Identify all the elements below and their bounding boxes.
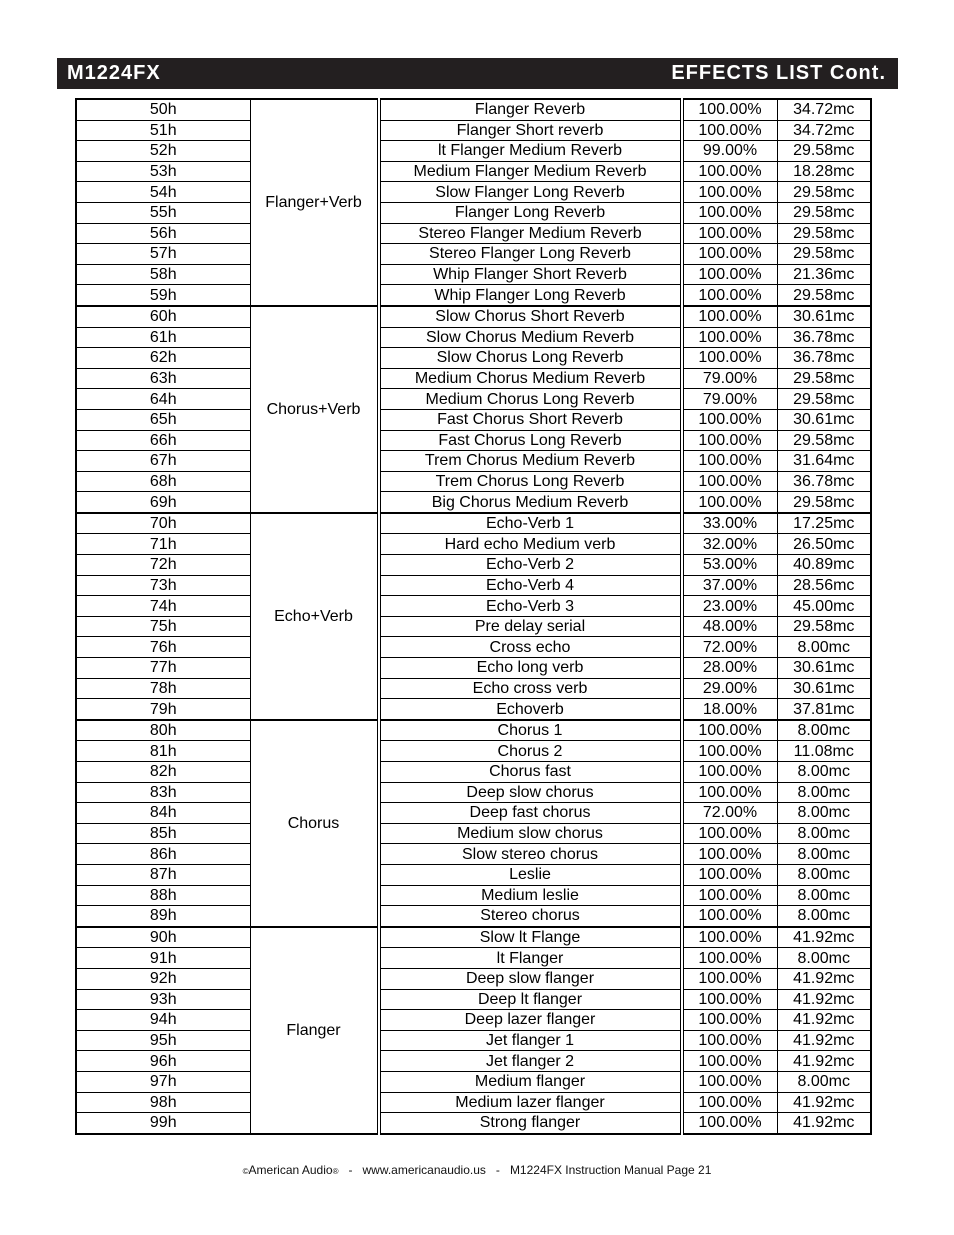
effect-name-cell: Medium Chorus Medium Reverb [380, 368, 680, 389]
effect-mc-cell: 29.58mc [777, 141, 871, 162]
effect-percent-cell: 100.00% [683, 471, 777, 492]
effect-name-cell: Deep slow chorus [380, 782, 680, 803]
effect-mc-cell: 29.58mc [777, 389, 871, 410]
table-row [76, 1010, 871, 1031]
effect-mc-cell: 29.58mc [777, 244, 871, 265]
effect-code-cell: 89h [76, 906, 250, 927]
effect-mc-cell: 36.78mc [777, 327, 871, 348]
effect-mc-cell: 30.61mc [777, 678, 871, 699]
effect-percent-cell: 79.00% [683, 368, 777, 389]
effect-name-cell: Stereo Flanger Medium Reverb [380, 223, 680, 244]
effect-percent-cell: 48.00% [683, 616, 777, 637]
effect-code-cell: 61h [76, 327, 250, 348]
effect-name-cell: Slow Flanger Long Reverb [380, 182, 680, 203]
effect-percent-cell: 100.00% [683, 348, 777, 369]
effect-code-cell: 66h [76, 430, 250, 451]
effect-name-cell: Echo-Verb 3 [380, 596, 680, 617]
table-row [76, 596, 871, 617]
effect-code-cell: 93h [76, 989, 250, 1010]
effect-code-cell: 77h [76, 658, 250, 679]
effect-percent-cell: 100.00% [683, 430, 777, 451]
effect-percent-cell: 100.00% [683, 161, 777, 182]
table-row [76, 1113, 871, 1134]
effect-name-cell: Strong flanger [380, 1113, 680, 1134]
effect-percent-cell: 100.00% [683, 823, 777, 844]
effect-mc-cell: 29.58mc [777, 368, 871, 389]
page-footer [0, 1163, 954, 1177]
effect-mc-cell: 8.00mc [777, 720, 871, 741]
effect-code-cell: 80h [76, 720, 250, 741]
effect-code-cell: 57h [76, 244, 250, 265]
effect-percent-cell: 100.00% [683, 1113, 777, 1134]
effect-mc-cell: 18.28mc [777, 161, 871, 182]
effect-group-cell: Flanger [250, 927, 377, 1134]
effect-code-cell: 51h [76, 120, 250, 141]
table-row [76, 968, 871, 989]
table-row [76, 575, 871, 596]
effect-name-cell: Pre delay serial [380, 616, 680, 637]
footer-brand: American Audio [248, 1163, 333, 1177]
effect-name-cell: lt Flanger [380, 948, 680, 969]
effect-name-cell: Medium flanger [380, 1071, 680, 1092]
effect-code-cell: 90h [76, 927, 250, 948]
effect-mc-cell: 8.00mc [777, 864, 871, 885]
effect-group-cell: Flanger+Verb [250, 99, 377, 306]
effect-name-cell: Medium lazer flanger [380, 1092, 680, 1113]
model-title: M1224FX [67, 62, 161, 84]
effect-mc-cell: 8.00mc [777, 948, 871, 969]
effect-name-cell: Medium slow chorus [380, 823, 680, 844]
effect-name-cell: Echo long verb [380, 658, 680, 679]
effect-percent-cell: 53.00% [683, 555, 777, 576]
effect-name-cell: Whip Flanger Short Reverb [380, 264, 680, 285]
table-row [76, 492, 871, 513]
effect-mc-cell: 41.92mc [777, 1113, 871, 1134]
effect-code-cell: 76h [76, 637, 250, 658]
effect-name-cell: Jet flanger 2 [380, 1051, 680, 1072]
table-row [76, 1092, 871, 1113]
effect-code-cell: 85h [76, 823, 250, 844]
effect-code-cell: 58h [76, 264, 250, 285]
effect-mc-cell: 28.56mc [777, 575, 871, 596]
effect-name-cell: Echo-Verb 1 [380, 513, 680, 534]
effect-code-cell: 72h [76, 555, 250, 576]
effect-percent-cell: 100.00% [683, 327, 777, 348]
effect-code-cell: 55h [76, 202, 250, 223]
effect-percent-cell: 100.00% [683, 948, 777, 969]
effect-percent-cell: 100.00% [683, 492, 777, 513]
effect-code-cell: 97h [76, 1071, 250, 1092]
effect-group-cell: Chorus+Verb [250, 306, 377, 513]
effect-mc-cell: 45.00mc [777, 596, 871, 617]
effect-mc-cell: 36.78mc [777, 348, 871, 369]
effect-code-cell: 71h [76, 534, 250, 555]
effect-percent-cell: 100.00% [683, 451, 777, 472]
table-row [76, 782, 871, 803]
effect-mc-cell: 41.92mc [777, 989, 871, 1010]
effect-group-cell: Echo+Verb [250, 513, 377, 720]
effect-code-cell: 78h [76, 678, 250, 699]
section-title: EFFECTS LIST Cont. [671, 62, 886, 84]
effect-percent-cell: 72.00% [683, 637, 777, 658]
table-row [76, 1071, 871, 1092]
effect-percent-cell: 100.00% [683, 1051, 777, 1072]
effect-percent-cell: 100.00% [683, 927, 777, 948]
effect-name-cell: Medium Flanger Medium Reverb [380, 161, 680, 182]
table-row [76, 906, 871, 927]
effect-mc-cell: 8.00mc [777, 637, 871, 658]
effect-code-cell: 52h [76, 141, 250, 162]
effect-percent-cell: 99.00% [683, 141, 777, 162]
table-row [76, 823, 871, 844]
footer-manual-page: M1224FX Instruction Manual Page 21 [509, 1163, 712, 1177]
effect-code-cell: 83h [76, 782, 250, 803]
table-row [76, 1030, 871, 1051]
table-row [76, 182, 871, 203]
effect-mc-cell: 41.92mc [777, 968, 871, 989]
effect-percent-cell: 32.00% [683, 534, 777, 555]
effect-mc-cell: 29.58mc [777, 182, 871, 203]
effect-name-cell: Hard echo Medium verb [380, 534, 680, 555]
effect-name-cell: Deep lazer flanger [380, 1010, 680, 1031]
effect-percent-cell: 100.00% [683, 264, 777, 285]
effect-mc-cell: 40.89mc [777, 555, 871, 576]
effect-percent-cell: 100.00% [683, 202, 777, 223]
effect-name-cell: Chorus fast [380, 762, 680, 783]
effect-name-cell: Deep lt flanger [380, 989, 680, 1010]
effect-name-cell: Echo-Verb 2 [380, 555, 680, 576]
effect-mc-cell: 31.64mc [777, 451, 871, 472]
table-row [76, 451, 871, 472]
table-row [76, 348, 871, 369]
table-row [76, 368, 871, 389]
effect-mc-cell: 41.92mc [777, 1010, 871, 1031]
table-row [76, 844, 871, 865]
effects-table-body [76, 99, 871, 1134]
effect-percent-cell: 28.00% [683, 658, 777, 679]
effect-name-cell: Slow Chorus Long Reverb [380, 348, 680, 369]
table-row [76, 389, 871, 410]
effect-name-cell: Medium leslie [380, 885, 680, 906]
effect-name-cell: Flanger Reverb [380, 99, 680, 120]
effect-code-cell: 68h [76, 471, 250, 492]
effect-percent-cell: 100.00% [683, 989, 777, 1010]
effect-code-cell: 81h [76, 741, 250, 762]
effect-name-cell: Chorus 1 [380, 720, 680, 741]
effect-code-cell: 60h [76, 306, 250, 327]
effect-percent-cell: 29.00% [683, 678, 777, 699]
effect-mc-cell: 11.08mc [777, 741, 871, 762]
table-row [76, 555, 871, 576]
effect-percent-cell: 100.00% [683, 864, 777, 885]
effect-code-cell: 70h [76, 513, 250, 534]
effect-mc-cell: 17.25mc [777, 513, 871, 534]
effect-mc-cell: 37.81mc [777, 699, 871, 720]
effect-mc-cell: 41.92mc [777, 1051, 871, 1072]
effect-name-cell: Flanger Long Reverb [380, 202, 680, 223]
table-row [76, 616, 871, 637]
effect-name-cell: Leslie [380, 864, 680, 885]
table-row [76, 120, 871, 141]
effect-code-cell: 99h [76, 1113, 250, 1134]
table-row [76, 161, 871, 182]
effect-percent-cell: 100.00% [683, 885, 777, 906]
effect-mc-cell: 29.58mc [777, 492, 871, 513]
effect-mc-cell: 8.00mc [777, 1071, 871, 1092]
effect-percent-cell: 23.00% [683, 596, 777, 617]
effect-mc-cell: 41.92mc [777, 1092, 871, 1113]
table-row [76, 658, 871, 679]
effect-code-cell: 95h [76, 1030, 250, 1051]
footer-separator: - [348, 1163, 353, 1177]
registered-mark: ® [332, 1167, 339, 1176]
effect-mc-cell: 8.00mc [777, 823, 871, 844]
effect-code-cell: 88h [76, 885, 250, 906]
header-bar [57, 58, 898, 89]
effect-name-cell: Whip Flanger Long Reverb [380, 285, 680, 306]
effect-mc-cell: 8.00mc [777, 906, 871, 927]
effect-name-cell: Echo-Verb 4 [380, 575, 680, 596]
table-row [76, 430, 871, 451]
effect-code-cell: 82h [76, 762, 250, 783]
effect-mc-cell: 30.61mc [777, 306, 871, 327]
effect-name-cell: Fast Chorus Short Reverb [380, 409, 680, 430]
effect-code-cell: 59h [76, 285, 250, 306]
effect-group-cell: Chorus [250, 720, 377, 927]
effect-code-cell: 96h [76, 1051, 250, 1072]
effect-code-cell: 63h [76, 368, 250, 389]
copyright-mark: © [242, 1167, 249, 1176]
effect-name-cell: Deep fast chorus [380, 803, 680, 824]
effect-code-cell: 94h [76, 1010, 250, 1031]
effect-percent-cell: 37.00% [683, 575, 777, 596]
effect-code-cell: 73h [76, 575, 250, 596]
effect-code-cell: 69h [76, 492, 250, 513]
effect-percent-cell: 100.00% [683, 1092, 777, 1113]
effect-mc-cell: 29.58mc [777, 223, 871, 244]
effect-code-cell: 54h [76, 182, 250, 203]
table-row [76, 471, 871, 492]
table-row [76, 989, 871, 1010]
effect-code-cell: 79h [76, 699, 250, 720]
effect-code-cell: 92h [76, 968, 250, 989]
effect-name-cell: Medium Chorus Long Reverb [380, 389, 680, 410]
effect-percent-cell: 100.00% [683, 844, 777, 865]
effect-name-cell: Trem Chorus Medium Reverb [380, 451, 680, 472]
effect-name-cell: Stereo Flanger Long Reverb [380, 244, 680, 265]
effect-percent-cell: 100.00% [683, 182, 777, 203]
table-row [76, 1051, 871, 1072]
effect-mc-cell: 8.00mc [777, 885, 871, 906]
effect-mc-cell: 8.00mc [777, 762, 871, 783]
table-row [76, 306, 871, 327]
effect-name-cell: Jet flanger 1 [380, 1030, 680, 1051]
table-row [76, 141, 871, 162]
effect-code-cell: 75h [76, 616, 250, 637]
effect-name-cell: Stereo chorus [380, 906, 680, 927]
effect-code-cell: 87h [76, 864, 250, 885]
table-row [76, 948, 871, 969]
effect-mc-cell: 29.58mc [777, 285, 871, 306]
effect-mc-cell: 26.50mc [777, 534, 871, 555]
effect-name-cell: Slow lt Flange [380, 927, 680, 948]
table-row [76, 637, 871, 658]
table-row [76, 285, 871, 306]
effect-code-cell: 56h [76, 223, 250, 244]
effect-name-cell: Slow stereo chorus [380, 844, 680, 865]
footer-separator: - [495, 1163, 500, 1177]
effect-code-cell: 91h [76, 948, 250, 969]
effect-mc-cell: 29.58mc [777, 616, 871, 637]
table-row [76, 223, 871, 244]
effect-mc-cell: 21.36mc [777, 264, 871, 285]
table-row [76, 99, 871, 120]
effect-mc-cell: 36.78mc [777, 471, 871, 492]
table-row [76, 741, 871, 762]
effect-name-cell: Deep slow flanger [380, 968, 680, 989]
table-row [76, 864, 871, 885]
effect-code-cell: 65h [76, 409, 250, 430]
effect-mc-cell: 29.58mc [777, 202, 871, 223]
effect-percent-cell: 100.00% [683, 782, 777, 803]
effect-percent-cell: 100.00% [683, 720, 777, 741]
effect-percent-cell: 100.00% [683, 306, 777, 327]
effect-code-cell: 53h [76, 161, 250, 182]
effect-percent-cell: 100.00% [683, 409, 777, 430]
effect-code-cell: 64h [76, 389, 250, 410]
table-row [76, 720, 871, 741]
table-row [76, 409, 871, 430]
effect-code-cell: 67h [76, 451, 250, 472]
effect-name-cell: Trem Chorus Long Reverb [380, 471, 680, 492]
effect-name-cell: Cross echo [380, 637, 680, 658]
effect-name-cell: lt Flanger Medium Reverb [380, 141, 680, 162]
effect-mc-cell: 34.72mc [777, 120, 871, 141]
effect-mc-cell: 41.92mc [777, 1030, 871, 1051]
effect-percent-cell: 100.00% [683, 906, 777, 927]
effect-code-cell: 84h [76, 803, 250, 824]
effect-mc-cell: 8.00mc [777, 803, 871, 824]
effect-percent-cell: 100.00% [683, 1071, 777, 1092]
effects-table [75, 98, 872, 1135]
table-row [76, 762, 871, 783]
table-row [76, 327, 871, 348]
effect-code-cell: 62h [76, 348, 250, 369]
table-row [76, 513, 871, 534]
effect-percent-cell: 100.00% [683, 1010, 777, 1031]
table-row [76, 534, 871, 555]
effect-percent-cell: 100.00% [683, 99, 777, 120]
effect-percent-cell: 100.00% [683, 1030, 777, 1051]
effect-mc-cell: 30.61mc [777, 658, 871, 679]
effect-percent-cell: 100.00% [683, 968, 777, 989]
effect-name-cell: Fast Chorus Long Reverb [380, 430, 680, 451]
table-row [76, 264, 871, 285]
effect-percent-cell: 100.00% [683, 223, 777, 244]
effect-percent-cell: 100.00% [683, 120, 777, 141]
effect-percent-cell: 18.00% [683, 699, 777, 720]
table-row [76, 678, 871, 699]
effect-code-cell: 74h [76, 596, 250, 617]
table-row [76, 202, 871, 223]
effect-mc-cell: 34.72mc [777, 99, 871, 120]
effect-percent-cell: 79.00% [683, 389, 777, 410]
effect-percent-cell: 100.00% [683, 285, 777, 306]
effect-percent-cell: 100.00% [683, 244, 777, 265]
table-row [76, 244, 871, 265]
effect-name-cell: Echo cross verb [380, 678, 680, 699]
effect-name-cell: Echoverb [380, 699, 680, 720]
effect-code-cell: 50h [76, 99, 250, 120]
footer-website: www.americanaudio.us [362, 1163, 486, 1177]
effect-percent-cell: 100.00% [683, 762, 777, 783]
table-row [76, 885, 871, 906]
table-row [76, 803, 871, 824]
effect-percent-cell: 100.00% [683, 741, 777, 762]
effect-name-cell: Big Chorus Medium Reverb [380, 492, 680, 513]
effect-name-cell: Flanger Short reverb [380, 120, 680, 141]
effect-mc-cell: 8.00mc [777, 844, 871, 865]
effect-name-cell: Slow Chorus Medium Reverb [380, 327, 680, 348]
effect-name-cell: Chorus 2 [380, 741, 680, 762]
table-row [76, 927, 871, 948]
effect-percent-cell: 33.00% [683, 513, 777, 534]
table-row [76, 699, 871, 720]
effect-mc-cell: 41.92mc [777, 927, 871, 948]
effect-code-cell: 98h [76, 1092, 250, 1113]
effect-code-cell: 86h [76, 844, 250, 865]
effect-name-cell: Slow Chorus Short Reverb [380, 306, 680, 327]
effect-mc-cell: 30.61mc [777, 409, 871, 430]
effect-mc-cell: 8.00mc [777, 782, 871, 803]
effect-mc-cell: 29.58mc [777, 430, 871, 451]
effect-percent-cell: 72.00% [683, 803, 777, 824]
